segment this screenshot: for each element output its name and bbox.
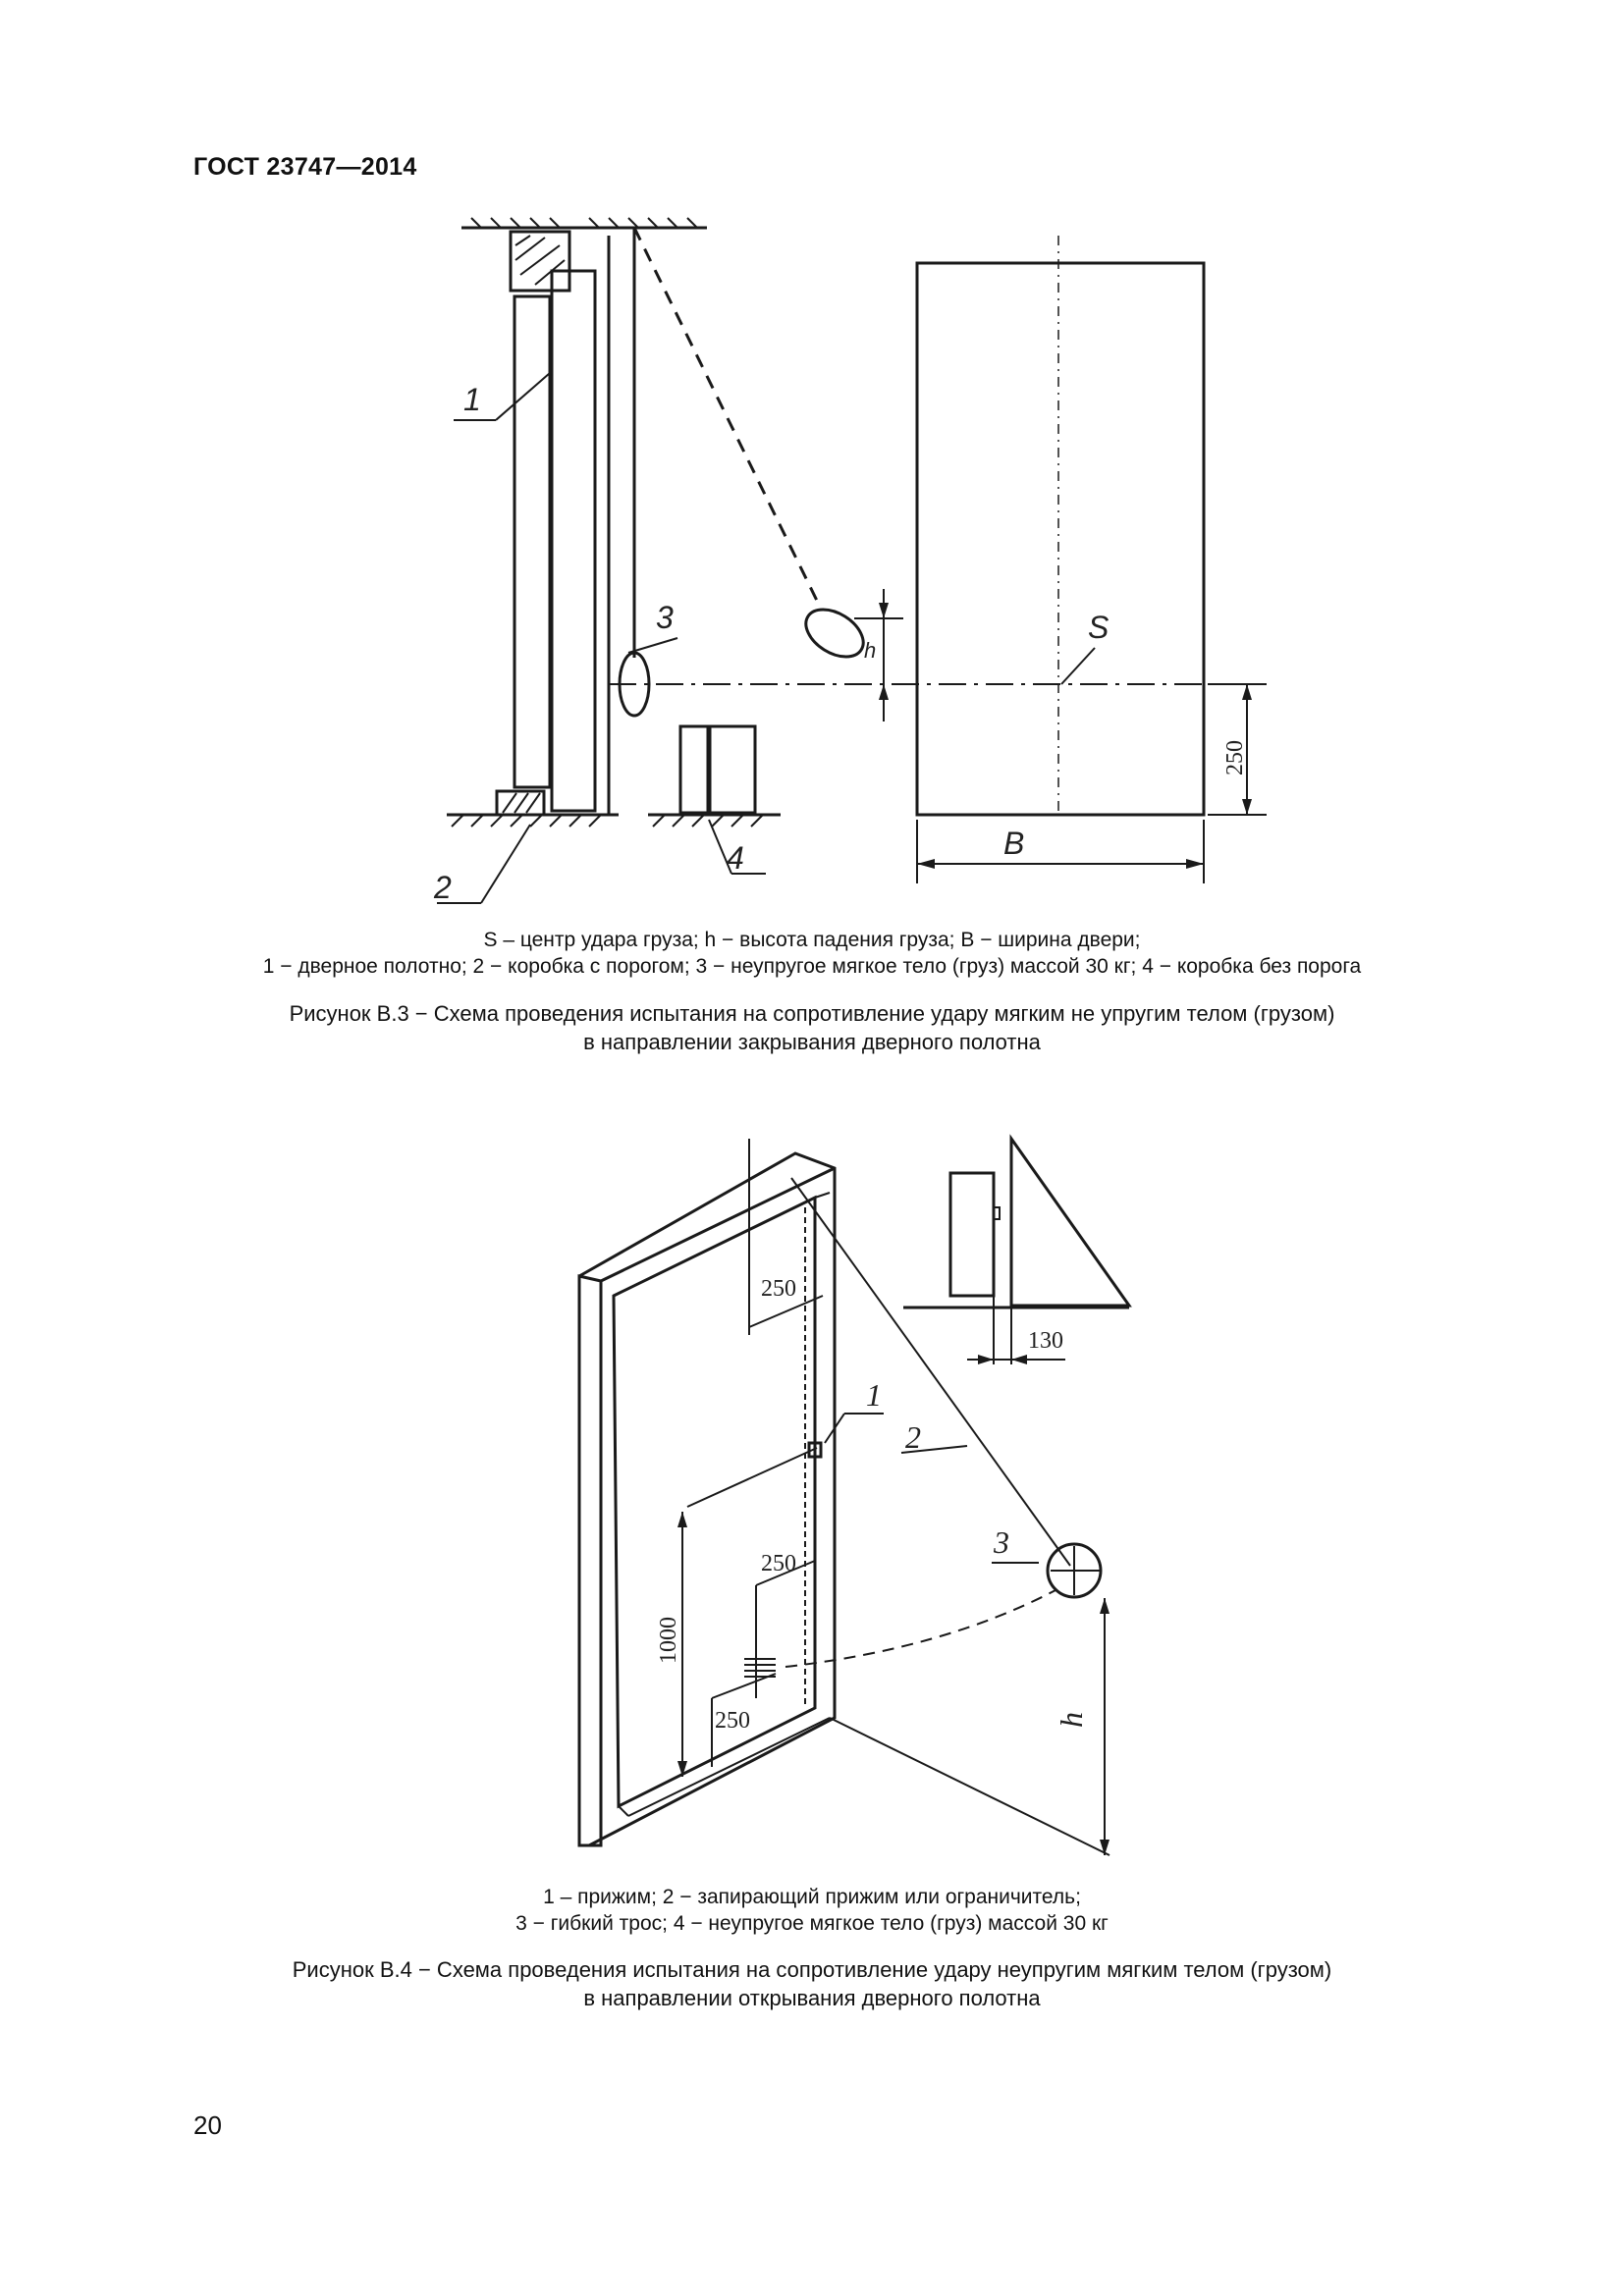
document-header: ГОСТ 23747—2014 <box>193 153 417 181</box>
door-frame-perspective <box>579 1153 835 1845</box>
figure-b3 <box>0 0 1624 982</box>
fig-b4-dim-250-mid: 250 <box>761 1551 796 1576</box>
fig-b4-dim-1000: 1000 <box>656 1617 681 1664</box>
fig-b3-label-B: B <box>1003 826 1025 861</box>
pendulum <box>609 228 1257 721</box>
figure-b3-legend <box>0 927 1624 980</box>
figure-b3-caption-line1: Рисунок В.3 − Схема проведения испытания на сопротивление удару мягким не упругим телом (грузом) <box>289 1001 1335 1026</box>
fig-b3-label-4: 4 <box>727 840 744 876</box>
fig-b4-dim-250-top: 250 <box>761 1276 796 1302</box>
frame-without-threshold <box>648 726 781 827</box>
figure-b4-caption <box>0 1955 1624 2012</box>
fig-b3-label-1: 1 <box>463 382 481 417</box>
floor-hatch-left <box>447 815 619 827</box>
threshold-detail <box>903 1139 1129 1364</box>
leader-lines <box>437 373 766 903</box>
door-front <box>917 236 1267 883</box>
figure-b3-caption <box>0 999 1624 1056</box>
figure-b4-drawing <box>0 1099 1624 1885</box>
fig-b4-dim-130: 130 <box>1028 1328 1063 1354</box>
figure-b4-legend-line2: 3 − гибкий трос; 4 − неупругое мягкое тело (груз) массой 30 кг <box>515 1912 1109 1935</box>
fig-b3-dim-250: 250 <box>1222 740 1248 775</box>
fig-b4-label-2: 2 <box>905 1419 921 1455</box>
fig-b3-label-3: 3 <box>656 600 674 635</box>
fig-b4-label-3: 3 <box>994 1524 1009 1560</box>
figure-b4-caption-line1: Рисунок В.4 − Схема проведения испытания на сопротивление удару неупругим мягким телом (грузом) <box>292 1957 1332 1982</box>
fig-b4-label-1: 1 <box>866 1377 882 1413</box>
figure-b3-legend-line2: 1 − дверное полотно; 2 − коробка с порогом; 3 − неупругое мягкое тело (груз) массой 30 кг; 4 − коробка без порога <box>262 955 1362 978</box>
figure-b4-legend-line1: 1 – прижим; 2 − запирающий прижим или ограничитель; <box>543 1886 1081 1908</box>
fig-b4-dim-250-low: 250 <box>715 1708 750 1734</box>
fig-b3-label-2: 2 <box>434 870 452 905</box>
figure-b3-drawing <box>0 0 1624 982</box>
figure-b4 <box>0 1099 1624 1885</box>
fig-b3-label-h: h <box>864 638 877 663</box>
page-number: 20 <box>193 2110 222 2140</box>
fig-b3-label-S: S <box>1088 610 1110 645</box>
figure-b3-legend-line1: S – центр удара груза; h − высота падения груза; B − ширина двери; <box>483 929 1141 951</box>
door-leaf-side <box>497 232 609 815</box>
ceiling-hatch <box>461 218 707 228</box>
figure-b4-legend <box>0 1884 1624 1937</box>
figure-b3-caption-line2: в направлении закрывания дверного полотна <box>583 1030 1041 1054</box>
fig-b4-label-h: h <box>1054 1712 1089 1728</box>
figure-b4-caption-line2: в направлении открывания дверного полотна <box>583 1986 1041 2010</box>
